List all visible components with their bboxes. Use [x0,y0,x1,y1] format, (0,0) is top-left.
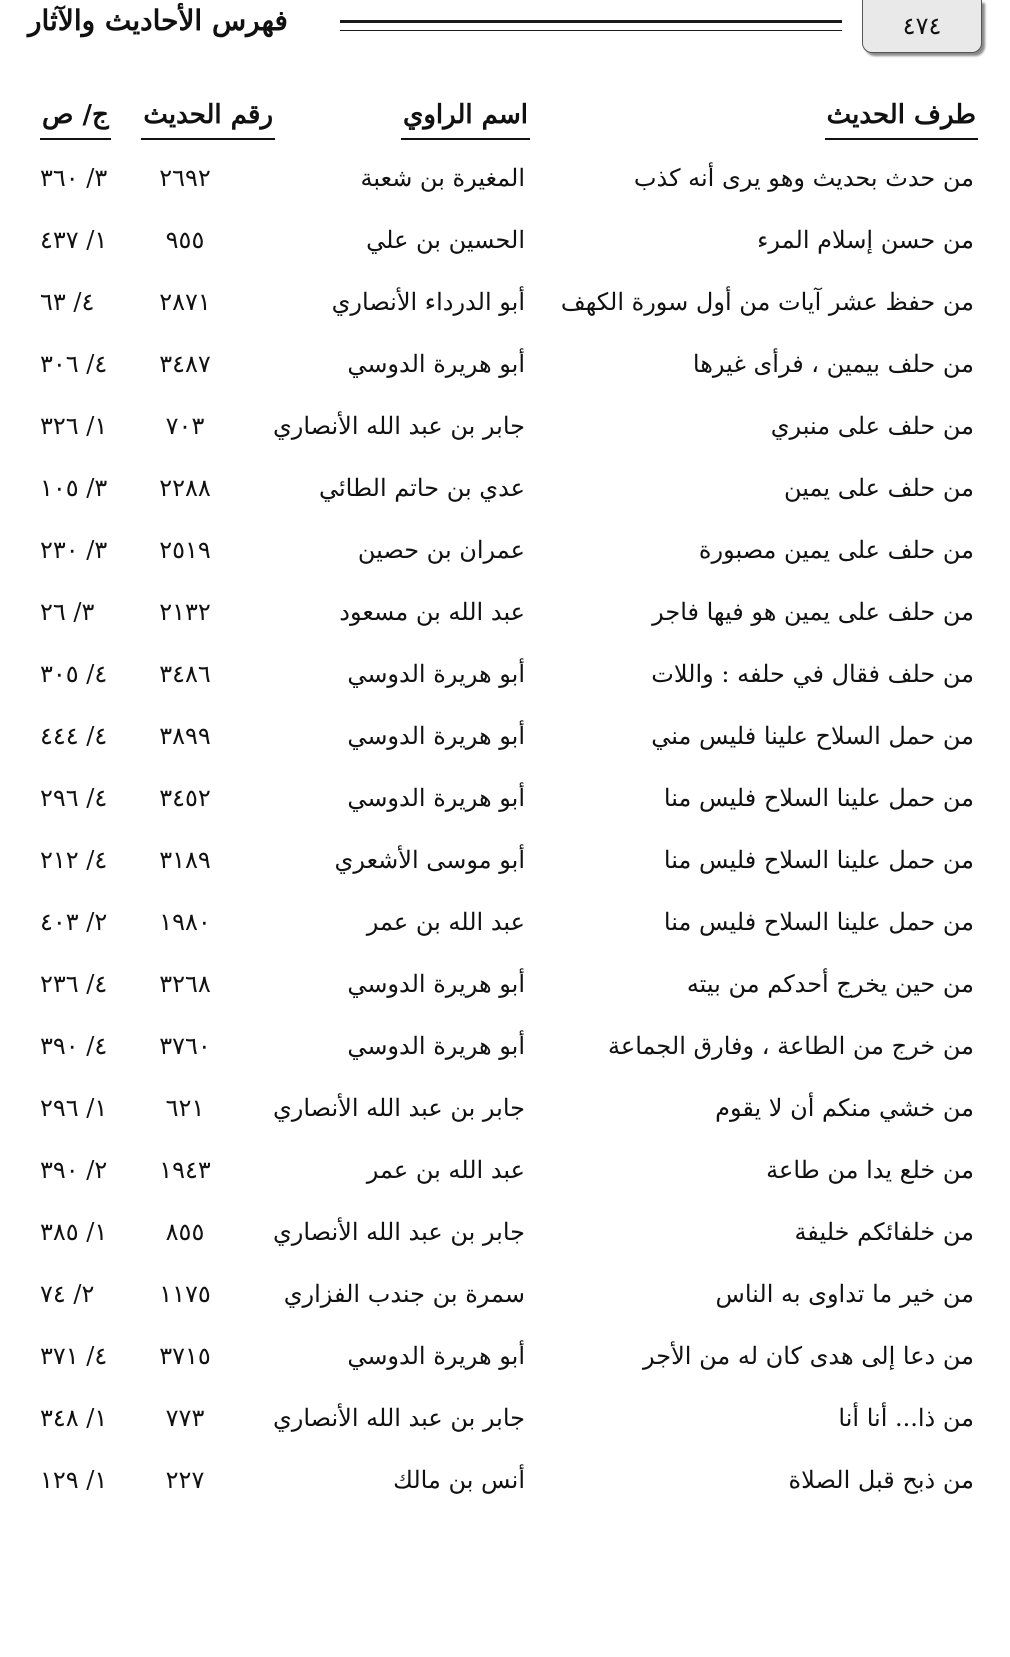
table-row [0,408,1010,470]
narrator-name: عبد الله بن مسعود [339,598,525,626]
table-row [0,470,1010,532]
hadith-opening: من حمل علينا السلاح فليس منا [663,908,974,936]
volume-page-ref: ٢/ ٤٠٣ [40,908,108,936]
narrator-name: أبو هريرة الدوسي [347,970,525,998]
hadith-number: ٣١٨٩ [159,846,211,874]
hadith-opening: من خرج من الطاعة ، وفارق الجماعة [608,1032,974,1060]
table-row [0,1338,1010,1400]
narrator-name: جابر بن عبد الله الأنصاري [272,1218,525,1246]
narrator-name: أبو هريرة الدوسي [347,1032,525,1060]
narrator-name: أبو الدرداء الأنصاري [331,288,525,316]
hadith-number: ٢٥١٩ [159,536,211,564]
hadith-opening: من حمل علينا السلاح فليس منا [663,846,974,874]
table-row [0,1462,1010,1524]
narrator-name: أبو هريرة الدوسي [347,722,525,750]
hadith-number: ٣٢٦٨ [159,970,211,998]
column-header-tarf-label: طرف الحديث [825,100,978,140]
column-header-rawi-label: اسم الراوي [401,100,530,140]
table-row [0,1028,1010,1090]
hadith-number: ٣٤٨٦ [159,660,211,688]
table-row [0,904,1010,966]
hadith-number: ٧٧٣ [165,1404,205,1432]
volume-page-ref: ١/ ١٢٩ [40,1466,108,1494]
table-row [0,1090,1010,1152]
hadith-number: ٣٤٨٧ [159,350,211,378]
narrator-name: عدي بن حاتم الطائي [318,474,525,502]
volume-page-ref: ٣/ ٢٣٠ [40,536,108,564]
hadith-number: ١٩٤٣ [159,1156,211,1184]
narrator-name: أبو هريرة الدوسي [347,1342,525,1370]
narrator-name: أبو هريرة الدوسي [347,350,525,378]
hadith-opening: من حين يخرج أحدكم من بيته [686,970,974,998]
volume-page-ref: ٤/ ٦٣ [40,288,95,316]
hadith-opening: من حلف بيمين ، فرأى غيرها [692,350,974,378]
table-row [0,346,1010,408]
hadith-number: ٢٦٩٢ [159,164,211,192]
volume-page-ref: ٤/ ٣٠٦ [40,350,108,378]
table-row [0,656,1010,718]
narrator-name: أنس بن مالك [393,1466,525,1494]
column-header-reference-label: ج/ ص [40,100,111,140]
table-row [0,532,1010,594]
running-title: فهرس الأحاديث والآثار [28,4,288,37]
volume-page-ref: ٤/ ٢٣٦ [40,970,108,998]
page-number-tab [862,0,982,53]
page-number: ٤٧٤ [902,12,942,40]
hadith-opening: من حلف على منبري [770,412,974,440]
column-header-number-label: رقم الحديث [141,100,275,140]
table-row [0,594,1010,656]
hadith-index-table [0,160,1010,1524]
table-row [0,1214,1010,1276]
hadith-number: ٢٨٧١ [159,288,211,316]
volume-page-ref: ٤/ ٢٩٦ [40,784,108,812]
table-row [0,1152,1010,1214]
page-header [0,0,1010,70]
volume-page-ref: ١/ ٣٢٦ [40,412,108,440]
hadith-opening: من دعا إلى هدى كان له من الأجر [643,1342,974,1370]
hadith-opening: من خشي منكم أن لا يقوم [715,1094,974,1122]
hadith-opening: من حفظ عشر آيات من أول سورة الكهف [560,288,974,316]
hadith-opening: من ذا... أنا أنا [838,1404,974,1432]
hadith-number: ١٩٨٠ [159,908,211,936]
hadith-opening: من ذبح قبل الصلاة [788,1466,974,1494]
narrator-name: عبد الله بن عمر [366,908,525,936]
header-rule [340,20,842,31]
narrator-name: جابر بن عبد الله الأنصاري [272,412,525,440]
volume-page-ref: ٣/ ٢٦ [40,598,95,626]
volume-page-ref: ١/ ٣٤٨ [40,1404,108,1432]
hadith-opening: من خلع يدا من طاعة [766,1156,974,1184]
hadith-number: ٢١٣٢ [159,598,211,626]
column-header-number [141,100,275,140]
narrator-name: سمرة بن جندب الفزاري [283,1280,525,1308]
narrator-name: المغيرة بن شعبة [360,164,525,192]
table-row [0,780,1010,842]
hadith-opening: من حلف فقال في حلفه : واللات [651,660,974,688]
table-row [0,842,1010,904]
volume-page-ref: ٤/ ٣٧١ [40,1342,108,1370]
hadith-opening: من حلف على يمين مصبورة [698,536,974,564]
narrator-name: أبو هريرة الدوسي [347,660,525,688]
volume-page-ref: ٤/ ٣٠٥ [40,660,108,688]
hadith-opening: من حسن إسلام المرء [757,226,974,254]
column-header-tarf [825,100,978,140]
hadith-number: ٢٢٨٨ [159,474,211,502]
table-row [0,222,1010,284]
volume-page-ref: ٣/ ١٠٥ [40,474,108,502]
volume-page-ref: ١/ ٤٣٧ [40,226,108,254]
volume-page-ref: ٤/ ٤٤٤ [40,722,108,750]
narrator-name: أبو موسى الأشعري [334,846,525,874]
hadith-number: ٨٥٥ [165,1218,205,1246]
hadith-number: ٣٧٦٠ [159,1032,211,1060]
narrator-name: جابر بن عبد الله الأنصاري [272,1404,525,1432]
volume-page-ref: ١/ ٢٩٦ [40,1094,108,1122]
narrator-name: عمران بن حصين [357,536,525,564]
hadith-opening: من حلف على يمين [784,474,974,502]
volume-page-ref: ٤/ ٣٩٠ [40,1032,108,1060]
narrator-name: أبو هريرة الدوسي [347,784,525,812]
volume-page-ref: ٣/ ٣٦٠ [40,164,108,192]
volume-page-ref: ٢/ ٧٤ [40,1280,95,1308]
hadith-number: ٦٢١ [165,1094,205,1122]
table-row [0,966,1010,1028]
narrator-name: جابر بن عبد الله الأنصاري [272,1094,525,1122]
volume-page-ref: ١/ ٣٨٥ [40,1218,108,1246]
hadith-number: ١١٧٥ [159,1280,211,1308]
hadith-opening: من حلف على يمين هو فيها فاجر [652,598,974,626]
hadith-number: ٢٢٧ [165,1466,205,1494]
hadith-opening: من حمل السلاح علينا فليس مني [651,722,974,750]
table-row [0,284,1010,346]
table-row [0,160,1010,222]
table-row [0,1400,1010,1462]
hadith-number: ٣٨٩٩ [159,722,211,750]
hadith-opening: من خلفائكم خليفة [794,1218,974,1246]
hadith-opening: من حمل علينا السلاح فليس منا [663,784,974,812]
narrator-name: الحسين بن علي [366,226,525,254]
column-header-rawi [401,100,530,140]
narrator-name: عبد الله بن عمر [366,1156,525,1184]
hadith-number: ٩٥٥ [165,226,205,254]
volume-page-ref: ٤/ ٢١٢ [40,846,108,874]
hadith-number: ٧٠٣ [165,412,205,440]
hadith-opening: من حدث بحديث وهو يرى أنه كذب [633,164,974,192]
hadith-number: ٣٧١٥ [159,1342,211,1370]
volume-page-ref: ٢/ ٣٩٠ [40,1156,108,1184]
hadith-number: ٣٤٥٢ [159,784,211,812]
column-header-reference [40,100,111,140]
table-row [0,1276,1010,1338]
hadith-opening: من خير ما تداوى به الناس [715,1280,974,1308]
table-row [0,718,1010,780]
